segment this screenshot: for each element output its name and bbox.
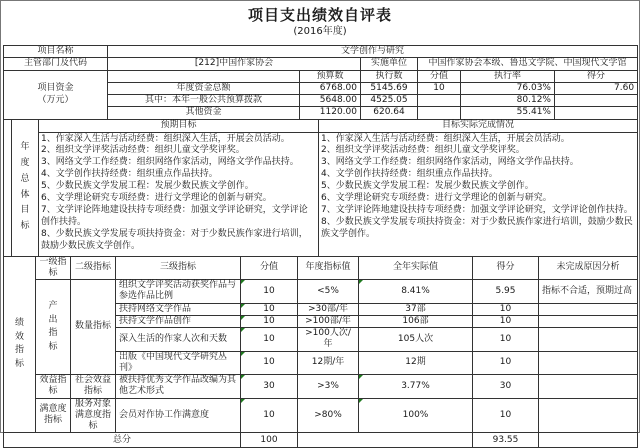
level2-social-benefit: 社会效益指标 — [71, 375, 116, 399]
page-subtitle: (2016年度) — [1, 25, 639, 38]
table-row — [4, 46, 638, 58]
empty-cell — [4, 119, 12, 256]
dept-label: 主管部门及代码 — [4, 58, 108, 70]
indicator-row — [4, 398, 638, 433]
annual-goals-row-label — [12, 119, 39, 256]
exec-header: 执行数 — [361, 70, 418, 82]
indicator-score: 10 — [473, 303, 539, 315]
weight-header: 分值 — [418, 70, 461, 82]
project-info-table — [3, 45, 638, 120]
indicator-reason — [539, 315, 638, 327]
goals-header-row — [4, 119, 638, 132]
indicator-target: 12期/年 — [298, 351, 359, 375]
goal-item: 2、组织文学评奖活动经费：组织儿童文学奖评奖。 — [321, 145, 635, 157]
goal-item: 6、文学理论研究专项经费：进行文学理论的创新与研究。 — [321, 193, 635, 205]
fund-score — [555, 107, 638, 119]
indicator-actual: 100% — [359, 398, 473, 433]
indicator-target: >100部/年 — [298, 315, 359, 327]
fund-name: 年度资金总额 — [108, 82, 300, 94]
page-title: 项目支出绩效自评表 — [1, 6, 639, 25]
goal-item: 4、文学创作扶持经费：组织重点作品扶持。 — [41, 169, 316, 181]
indicator-actual: 12期 — [359, 351, 473, 375]
expected-goals-list — [39, 132, 319, 256]
level1-header: 一级指标 — [36, 256, 71, 280]
impl-unit-value: 中国作家协会本级、鲁迅文学院、中国现代文学馆 — [418, 58, 638, 70]
indicator-name: 深入生活的作家人次和天数 — [116, 328, 241, 352]
rate-header: 执行率 — [461, 70, 555, 82]
table-row — [4, 58, 638, 70]
indicator-row — [4, 280, 638, 304]
funds-label-line2: （万元） — [37, 95, 73, 105]
indicator-score: 10 — [473, 398, 539, 433]
project-name-value: 文学创作与研究 — [108, 46, 638, 58]
score-header: 得分 — [555, 70, 638, 82]
fund-name: 其中：本年一般公共预算拨款 — [108, 95, 300, 107]
fund-budget: 1120.00 — [300, 107, 361, 119]
annual-goals-vertical-label: 年度总体目标 — [21, 140, 30, 235]
level2-header: 二级指标 — [71, 256, 116, 280]
goal-item: 1、作家深入生活与活动经费：组织深入生活，开展会员活动。 — [321, 134, 635, 146]
dept-value: [212]中国作家协会 — [108, 58, 361, 70]
level1-benefit: 效益指标 — [36, 375, 71, 399]
fund-exec: 4525.05 — [361, 95, 418, 107]
goal-item: 1、作家深入生活与活动经费：组织深入生活，开展会员活动。 — [41, 134, 316, 146]
indicator-reason — [539, 375, 638, 399]
empty-cell — [108, 70, 300, 82]
reason-header: 未完成原因分析 — [539, 256, 638, 280]
indicator-weight: 10 — [241, 280, 298, 304]
fund-exec: 620.64 — [361, 107, 418, 119]
level2-service-satisfaction: 服务对象满意度指标 — [71, 398, 116, 433]
indicator-actual: 8.41% — [359, 280, 473, 304]
budget-header: 预算数 — [300, 70, 361, 82]
actual-goals-header: 目标实际完成情况 — [319, 119, 638, 132]
indicator-name: 被扶持优秀文学作品改编为其他艺术形式 — [116, 375, 241, 399]
fund-budget: 6768.00 — [300, 82, 361, 94]
actual-header: 全年实际值 — [359, 256, 473, 280]
total-label: 总分 — [4, 433, 241, 448]
fund-weight — [418, 95, 461, 107]
indicator-target: >100人次/年 — [298, 328, 359, 352]
total-weight: 100 — [241, 433, 298, 448]
annual-goals-table — [3, 119, 638, 257]
goal-item: 7、文学评论阵地建设扶持专项经费：加强文学评论研究，文学评论创作扶持。 — [321, 205, 635, 217]
level1-satisfaction: 满意度指标 — [36, 398, 71, 433]
indicator-actual: 106部 — [359, 315, 473, 327]
indicator-weight: 30 — [241, 375, 298, 399]
expected-goals-header: 预期目标 — [39, 119, 319, 132]
fund-rate: 76.03% — [461, 82, 555, 94]
indicator-name: 扶持网络文学作品 — [116, 303, 241, 315]
indicator-weight: 10 — [241, 328, 298, 352]
impl-unit-label: 实施单位 — [361, 58, 418, 70]
indicator-name: 会员对作协工作满意度 — [116, 398, 241, 433]
goal-item: 2、组织文学评奖活动经费：组织儿童文学奖评奖。 — [41, 145, 316, 157]
goal-item: 8、少数民族文学发展专项扶持资金：对于少数民族作家进行培训，鼓励少数民族文学创作。 — [41, 229, 316, 253]
indicator-reason — [539, 328, 638, 352]
indicator-weight: 10 — [241, 315, 298, 327]
indicator-target: >80% — [298, 398, 359, 433]
fund-weight: 10 — [418, 82, 461, 94]
indicator-reason: 指标不合适，预期过高 — [539, 280, 638, 304]
indicator-target: >3% — [298, 375, 359, 399]
weight-header: 分值 — [241, 256, 298, 280]
indicator-actual: 37部 — [359, 303, 473, 315]
score-header: 得分 — [473, 256, 539, 280]
level1-output — [36, 280, 71, 375]
indicator-reason — [539, 351, 638, 375]
title-block — [1, 1, 639, 45]
fund-rate: 55.41% — [461, 107, 555, 119]
empty-cell — [298, 433, 473, 448]
indicator-score: 10 — [473, 328, 539, 352]
goal-item: 4、文学创作扶持经费：组织重点作品扶持。 — [321, 169, 635, 181]
indicator-actual: 3.77% — [359, 375, 473, 399]
indicator-score: 10 — [473, 315, 539, 327]
indicator-weight: 10 — [241, 398, 298, 433]
indicator-reason — [539, 398, 638, 433]
total-row — [4, 433, 638, 448]
goal-item: 3、网络文学工作经费：组织网络作家活动，网络文学作品扶持。 — [41, 157, 316, 169]
indicator-name: 组织文学评奖活动获奖作品与参选作品比例 — [116, 280, 241, 304]
goal-item: 5、少数民族文学发展工程：发展少数民族文学创作。 — [321, 181, 635, 193]
indicator-target: <5% — [298, 280, 359, 304]
goal-item: 6、文学理论研究专项经费：进行文学理论的创新与研究。 — [41, 193, 316, 205]
fund-name: 其他资金 — [108, 107, 300, 119]
fund-budget: 5648.00 — [300, 95, 361, 107]
indicator-reason — [539, 303, 638, 315]
indicators-header-row — [4, 256, 638, 280]
goal-item: 5、少数民族文学发展工程：发展少数民族文学创作。 — [41, 181, 316, 193]
funds-label-line1: 项目资金 — [37, 83, 73, 93]
goals-content-row — [4, 132, 638, 256]
indicator-weight: 10 — [241, 351, 298, 375]
indicators-vertical-label: 绩效指标 — [15, 317, 24, 371]
funds-row-label — [4, 70, 108, 119]
indicator-actual: 105人次 — [359, 328, 473, 352]
indicator-score: 5.95 — [473, 280, 539, 304]
indicator-row — [4, 375, 638, 399]
fund-score — [555, 95, 638, 107]
project-name-label: 项目名称 — [4, 46, 108, 58]
indicator-name: 出版《中国现代文学研究丛刊》 — [116, 351, 241, 375]
goal-item: 3、网络文学工作经费：组织网络作家活动，网络文学作品扶持。 — [321, 157, 635, 169]
indicator-score: 10 — [473, 351, 539, 375]
indicators-table — [3, 256, 638, 448]
output-vertical-label: 产出指标 — [49, 300, 58, 354]
funds-header-row — [4, 70, 638, 82]
indicators-row-label — [4, 256, 36, 433]
target-header: 年度指标值 — [298, 256, 359, 280]
total-score: 93.55 — [473, 433, 539, 448]
goal-item: 8、少数民族文学发展专项扶持资金：对于少数民族作家进行培训，鼓励少数民族文学创作。 — [321, 217, 635, 241]
level3-header: 三级指标 — [116, 256, 241, 280]
indicator-weight: 10 — [241, 303, 298, 315]
empty-cell — [539, 433, 638, 448]
fund-weight — [418, 107, 461, 119]
indicator-name: 扶持文学作品创作 — [116, 315, 241, 327]
goal-item: 7、文学评论阵地建设扶持专项经费：加强文学评论研究，文学评论创作扶持。 — [41, 205, 316, 229]
indicator-target: >30部/年 — [298, 303, 359, 315]
fund-exec: 5145.69 — [361, 82, 418, 94]
indicator-score: 30 — [473, 375, 539, 399]
fund-rate: 80.12% — [461, 95, 555, 107]
actual-goals-list — [319, 132, 638, 256]
fund-score: 7.60 — [555, 82, 638, 94]
level2-quantity: 数量指标 — [71, 280, 116, 375]
